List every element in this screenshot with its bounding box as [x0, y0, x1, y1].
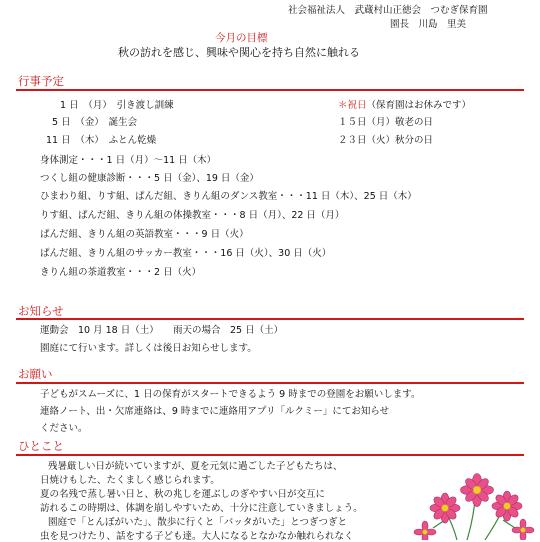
hitokoto-heading-underline [16, 454, 524, 456]
event-row-right-holiday [338, 97, 471, 111]
event-row-right: ２３日（火）秋分の日 [338, 135, 434, 146]
event-row-left: 11 日 （木） ふとん乾燥 [46, 135, 157, 146]
request-heading-underline [16, 382, 524, 384]
hitokoto-heading: ひとこと [18, 439, 64, 453]
cosmos-flower-illustration [405, 460, 540, 540]
event-row-left: 1 日 （月） 引き渡し訓練 [60, 100, 174, 111]
events-heading-underline [16, 89, 524, 91]
notice-line: 園庭にて行います。詳しくは後日お知らせします。 [40, 343, 257, 354]
goal-text: 秋の訪れを感じ、興味や関心を持ち自然に触れる [118, 46, 360, 59]
notice-line: 運動会 10 月 18 日（土） 雨天の場合 25 日（土） [40, 325, 284, 336]
holiday-note: （保育園はお休みです） [366, 100, 472, 111]
event-line: ぱんだ組、きりん組の英語教室・・・9 日（火） [40, 229, 249, 240]
notice-heading: お知らせ [18, 304, 64, 318]
hitokoto-line: 虫を見つけたり、話をする子ども達。大人になるとなかなか触れられなく [40, 531, 354, 542]
notice-heading-underline [16, 318, 524, 320]
director-name: 園長 川島 里美 [390, 19, 467, 30]
request-line: ください。 [40, 423, 88, 434]
goal-title: 今月の目標 [215, 32, 268, 44]
event-row-left: 5 日 （金） 誕生会 [52, 117, 138, 128]
hitokoto-line: 訪れるこの時期は、体調を崩しやすいため、十分に注意していきましょう。 [40, 503, 363, 514]
request-line: 子どもがスムーズに、1 日の保育がスタートできるよう 9 時までの登園をお願いします。 [40, 389, 421, 400]
events-heading: 行事予定 [18, 74, 64, 88]
hitokoto-line: 日焼けもした、たくましく感じられます。 [40, 475, 220, 486]
event-line: ひまわり組、りす組、ぱんだ組、きりん組のダンス教室・・・11 日（木）、25 日（木） [40, 191, 417, 202]
event-line: きりん組の茶道教室・・・2 日（火） [40, 267, 202, 278]
hitokoto-line: 夏の名残で蒸し暑い日と、秋の兆しを運ぶしのぎやすい日が交互に [40, 489, 326, 500]
request-line: 連絡ノート、出・欠席連絡は、9 時までに連絡用アプリ「ルクミー」にてお知らせ [40, 406, 390, 417]
event-row-right: １５日（月）敬老の日 [338, 117, 434, 128]
hitokoto-line: 残暑厳しい日が続いていますが、夏を元気に過ごした子どもたちは、 [48, 461, 343, 472]
event-line: りす組、ぱんだ組、きりん組の体操教室・・・8 日（月）、22 日（月） [40, 210, 345, 221]
event-line: ぱんだ組、きりん組のサッカー教室・・・16 日（火）、30 日（火） [40, 248, 332, 259]
event-line: つくし組の健康診断・・・5 日（金）、19 日（金） [40, 173, 259, 184]
request-heading: お願い [18, 367, 53, 381]
org-name: 社会福祉法人 武蔵村山正徳会 つむぎ保育園 [288, 5, 488, 16]
hitokoto-line: 園庭で「とんぼがいた」、散歩に行くと「バッタがいた」とつぎつぎと [48, 517, 348, 528]
holiday-mark: ＊祝日 [338, 100, 367, 111]
event-line: 身体測定・・・1 日（月）～11 日（木） [40, 155, 217, 166]
